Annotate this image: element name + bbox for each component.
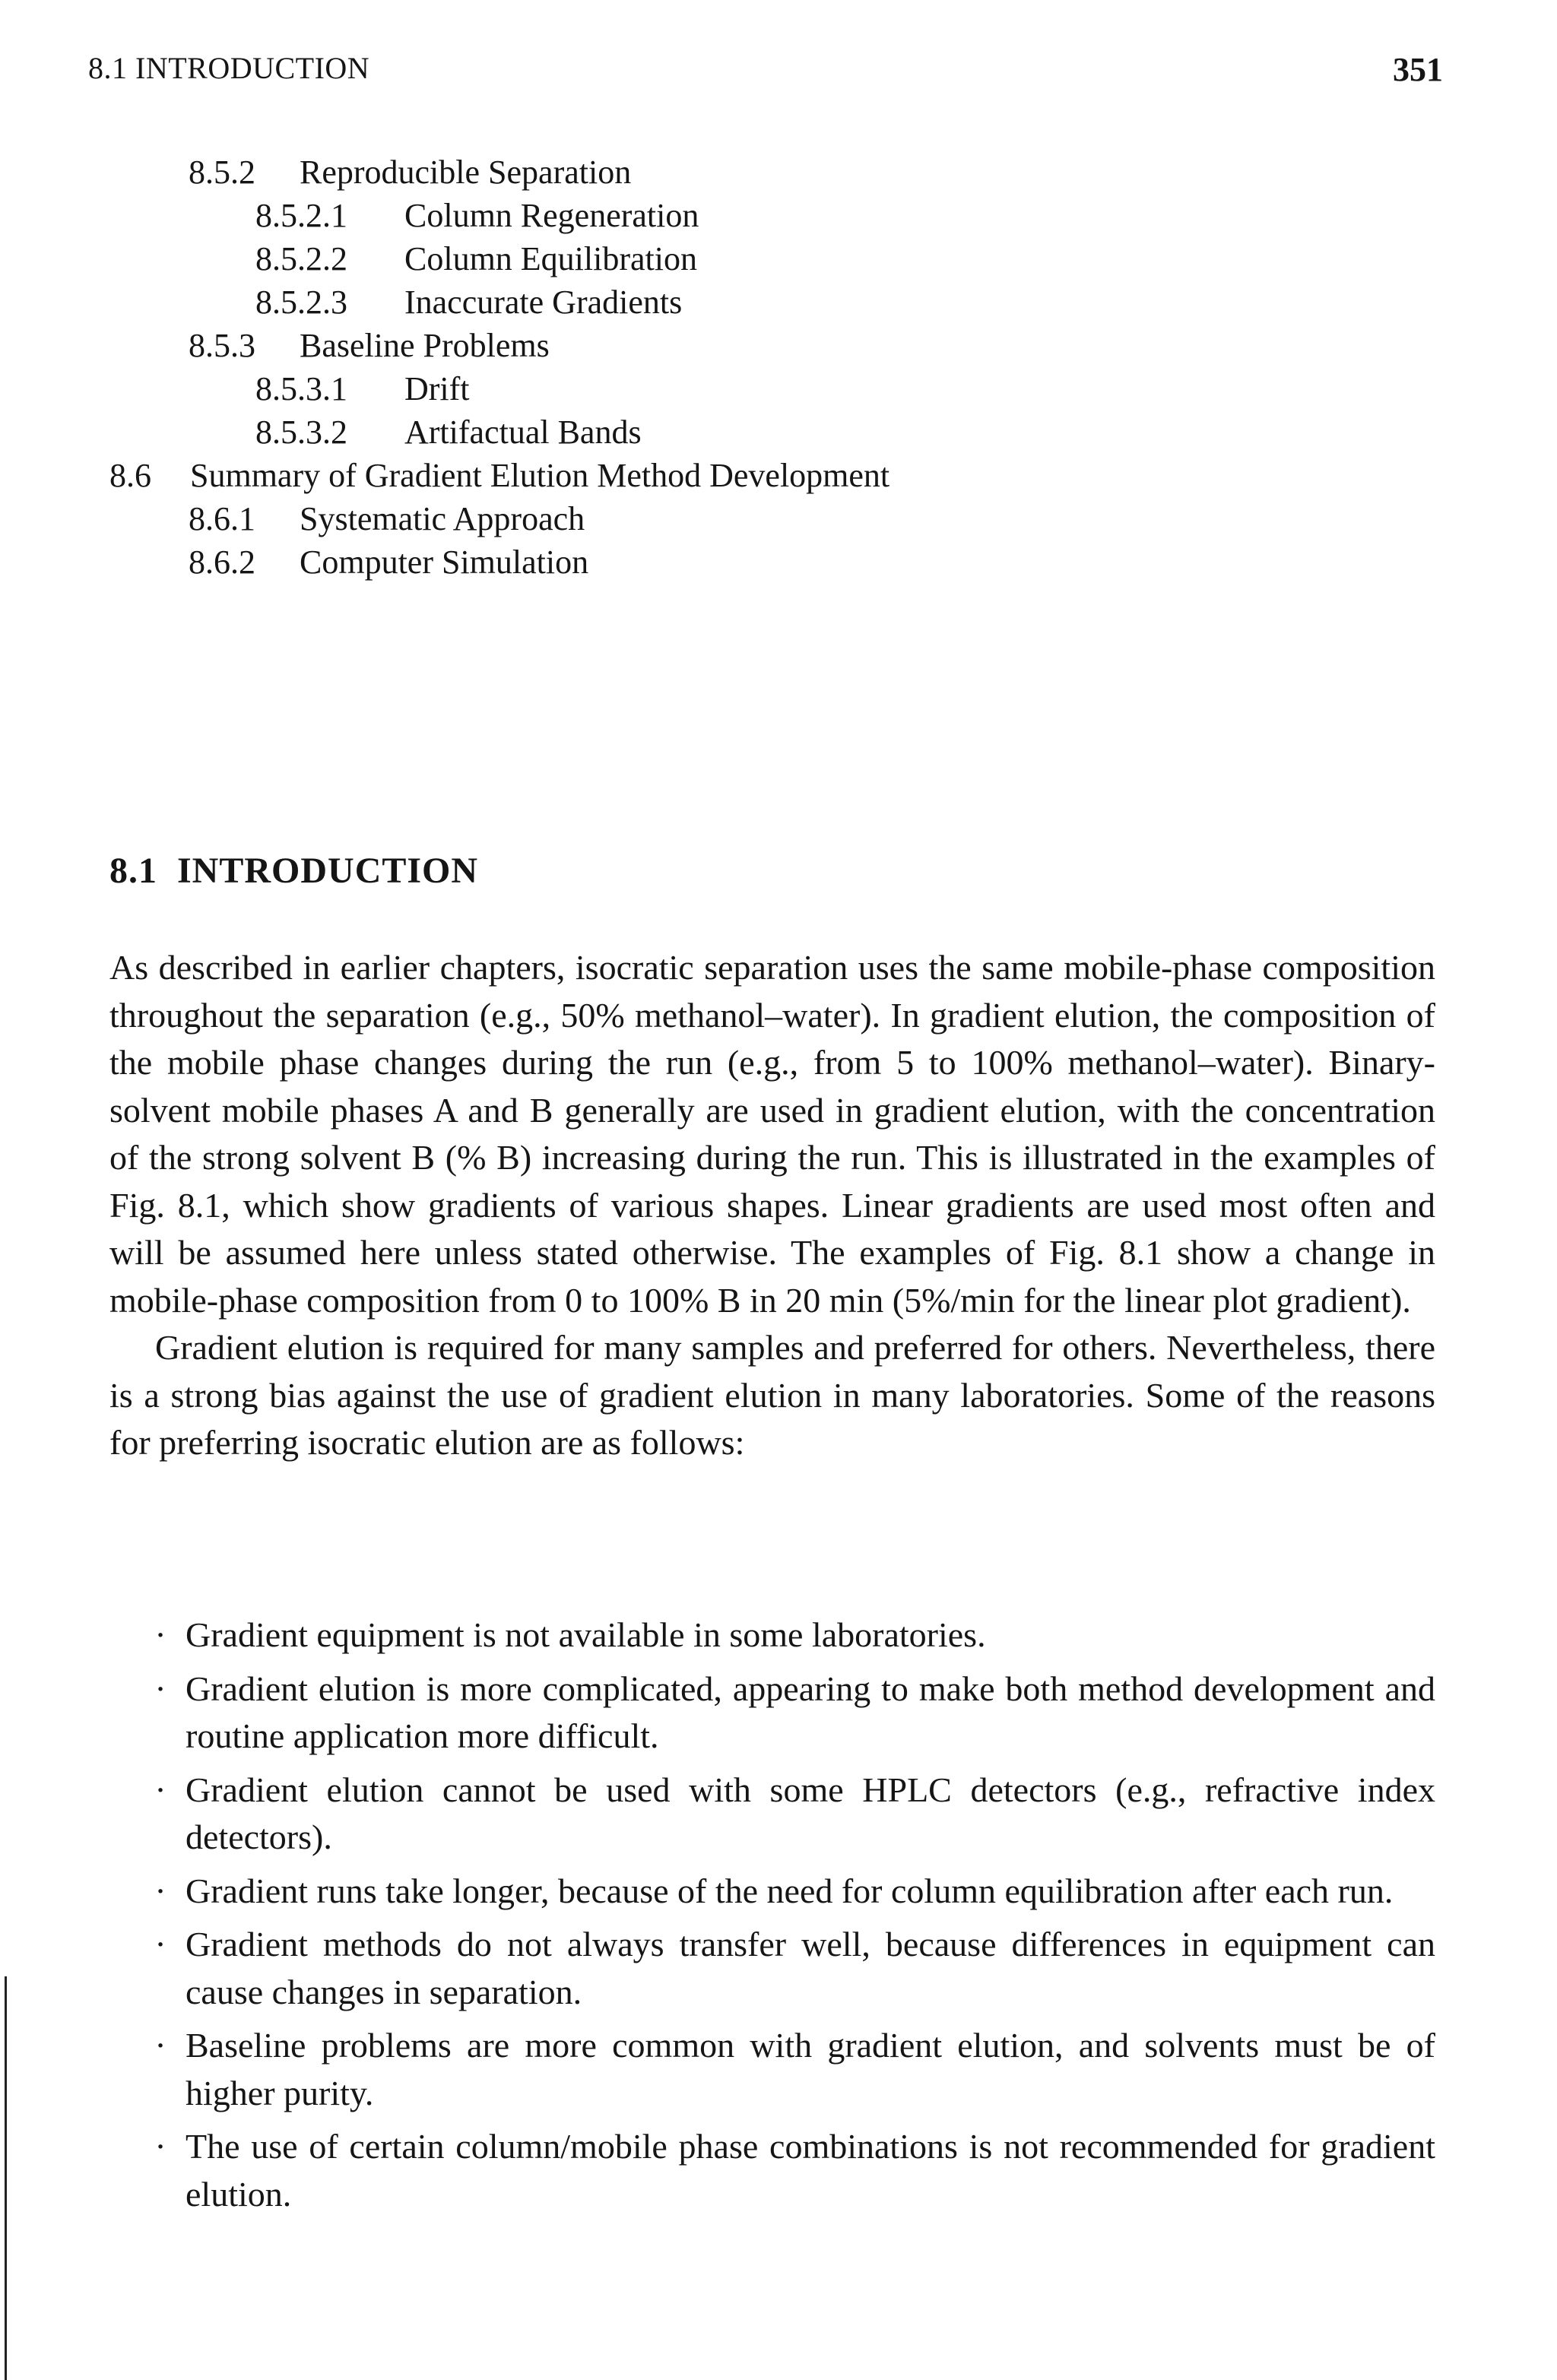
toc-entry — [255, 194, 889, 237]
list-item-text: Gradient elution cannot be used with some HPLC detectors (e.g., refractive index detectors). — [186, 1770, 1435, 1856]
bullet-icon: · — [154, 2127, 166, 2166]
toc-entry-title: Artifactual Bands — [404, 414, 642, 451]
bullet-icon: · — [154, 1669, 166, 1708]
toc-entry-number: 8.5.2 — [189, 154, 255, 191]
paragraph: Gradient elution is required for many samples and preferred for others. Nevertheless, there is a strong bias against the use of gradient elution in many laboratories. Some of the reasons for preferring isocratic elution are as follows: — [109, 1328, 1435, 1462]
list-item — [149, 2022, 1435, 2117]
list-item — [149, 1767, 1435, 1862]
list-item-text: Gradient runs take longer, because of the need for column equilibration after each run. — [186, 1871, 1394, 1910]
list-item-text: The use of certain column/mobile phase combinations is not recommended for gradient elution. — [186, 2127, 1435, 2214]
toc-entry — [255, 367, 889, 410]
toc-entry-number: 8.5.2.1 — [255, 197, 347, 234]
toc-entry — [189, 497, 889, 540]
list-item — [149, 1921, 1435, 2016]
toc-entry — [189, 151, 889, 194]
margin-rule — [5, 1976, 7, 2380]
toc-entry-number: 8.6.2 — [189, 544, 255, 581]
list-item-text: Baseline problems are more common with gradient elution, and solvents must be of higher purity. — [186, 2026, 1435, 2112]
bullet-icon: · — [154, 1871, 166, 1910]
list-item-text: Gradient elution is more complicated, appearing to make both method development and routine application more difficult. — [186, 1669, 1435, 1755]
section-heading — [109, 850, 478, 892]
running-head-title: 8.1 INTRODUCTION — [88, 51, 370, 85]
list-item — [149, 1665, 1435, 1760]
toc-entry-number: 8.6 — [109, 457, 151, 494]
toc-entry-number: 8.5.3.1 — [255, 370, 347, 407]
bullet-icon: · — [154, 1925, 166, 1963]
bullet-icon: · — [154, 1770, 166, 1809]
toc-entry-title: Computer Simulation — [300, 544, 589, 581]
list-item-text: Gradient equipment is not available in some laboratories. — [186, 1615, 986, 1654]
section-number: 8.1 — [109, 851, 157, 891]
toc-entry — [255, 410, 889, 454]
toc-entry-title: Column Equilibration — [404, 240, 697, 277]
body-text — [109, 944, 1435, 1467]
section-title: INTRODUCTION — [177, 851, 479, 891]
paragraph: As described in earlier chapters, isocratic separation uses the same mobile-phase composition throughout the separation (e.g., 50% methanol–water). In gradient elution, the composition of the mobile phase changes during the run (e.g., from 5 to 100% methanol–water). Binary-solvent mobile phases A and B generally are used in gradient elution, with the concentration of the strong solvent B (% B) increasing during the run. This is illustrated in the examples of Fig. 8.1, which show gradients of various shapes. Linear gradients are used most often and will be assumed here unless stated otherwise. The examples of Fig. 8.1 show a change in mobile-phase composition from 0 to 100% B in 20 min (5%/min for the linear plot gradient). — [109, 948, 1435, 1320]
toc-entry-title: Systematic Approach — [300, 500, 585, 537]
list-item-text: Gradient methods do not always transfer well, because differences in equipment can cause changes in separation. — [186, 1925, 1435, 2011]
toc-entry-title: Reproducible Separation — [300, 154, 632, 191]
list-item — [149, 1868, 1435, 1916]
toc-entry — [189, 540, 889, 584]
running-head — [88, 50, 1443, 96]
toc-entry — [109, 454, 889, 497]
toc-entry-title: Drift — [404, 370, 470, 407]
bullet-icon: · — [154, 2026, 166, 2065]
toc-entry-number: 8.5.2.3 — [255, 284, 347, 321]
toc-entry-number: 8.5.3 — [189, 327, 255, 364]
list-item — [149, 2123, 1435, 2218]
toc-entry — [255, 280, 889, 324]
toc-entry-number: 8.5.3.2 — [255, 414, 347, 451]
toc-entry-title: Column Regeneration — [404, 197, 699, 234]
list-item — [149, 1611, 1435, 1659]
table-of-contents — [109, 151, 890, 584]
toc-entry-title: Inaccurate Gradients — [404, 284, 683, 321]
toc-entry — [255, 237, 889, 280]
bullet-list — [149, 1611, 1435, 2224]
toc-entry-title: Baseline Problems — [300, 327, 550, 364]
page-number: 351 — [1393, 51, 1443, 88]
toc-entry-number: 8.5.2.2 — [255, 240, 347, 277]
toc-entry — [189, 324, 889, 367]
toc-entry-title: Summary of Gradient Elution Method Development — [190, 457, 890, 494]
toc-entry-number: 8.6.1 — [189, 500, 255, 537]
bullet-icon: · — [154, 1615, 166, 1654]
